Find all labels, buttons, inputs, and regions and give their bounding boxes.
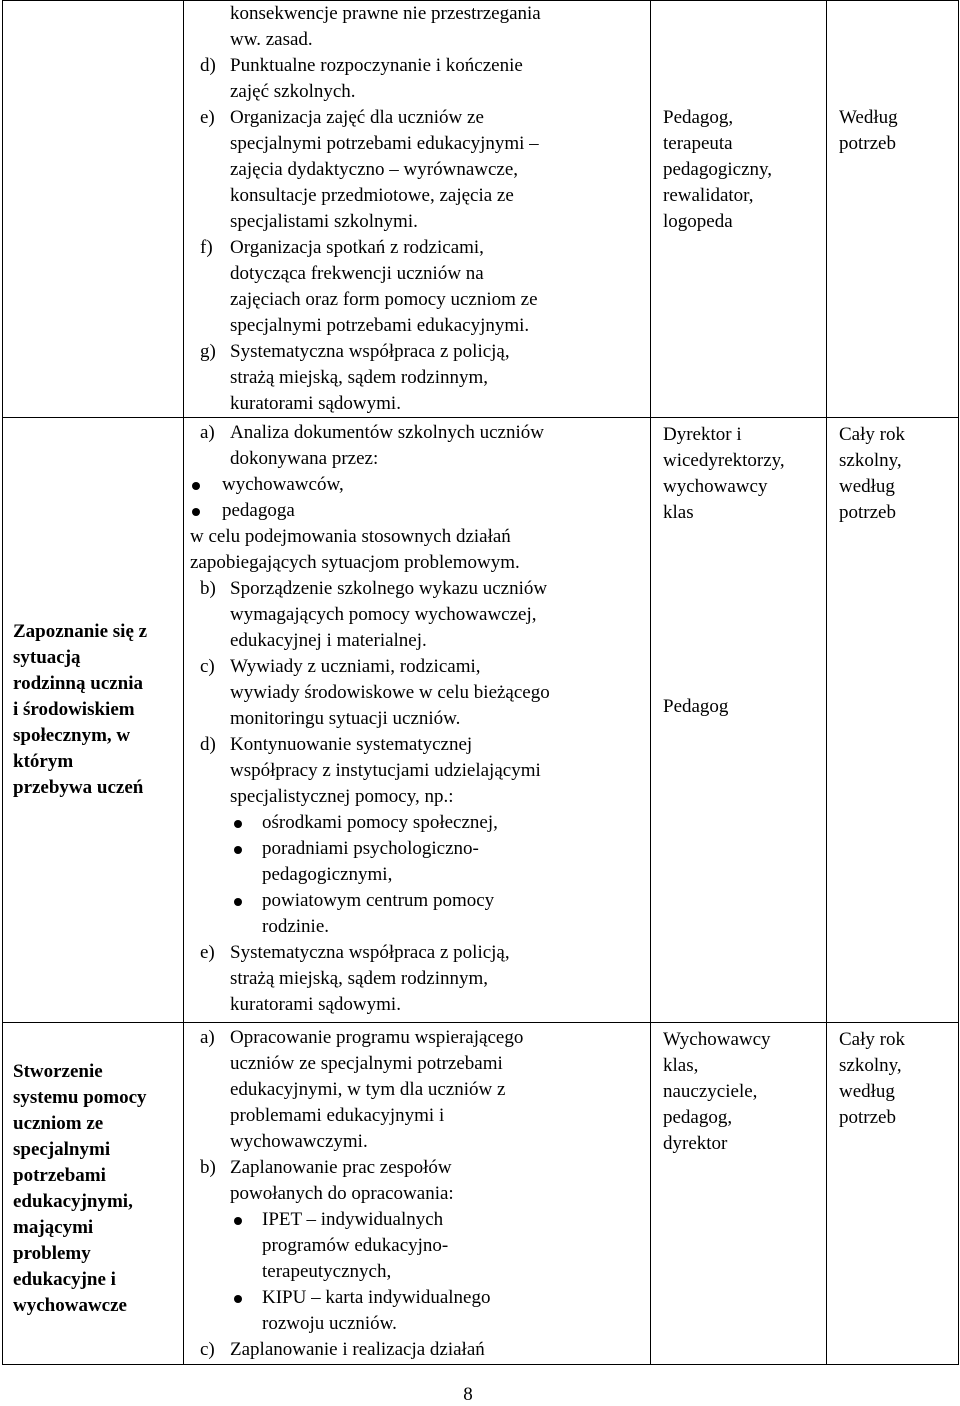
bullet-icon [228,1285,262,1337]
deadline-text: szkolny, [839,1055,902,1076]
list-item: c) Wywiady z uczniami, rodzicami, wywiady środowiskowe w celu bieżącego monitoringu sytuacji uczniów. [198,654,650,732]
deadline-cell [827,418,959,1023]
task-text: problemy [13,1242,91,1264]
table-row [3,418,959,1023]
item-text: Wywiady z uczniami, rodzicami, [230,656,481,677]
bullet-text: IPET – indywidualnych [262,1209,444,1230]
responsible-text: pedagog, [663,1107,733,1128]
responsible-text: pedagogiczny, [663,159,773,180]
page-number: 8 [463,1384,473,1405]
item-text: kuratorami sądowymi. [230,994,401,1015]
task-text: rodzinną ucznia [13,673,144,694]
actions-cell [184,1023,651,1365]
task-cell [3,418,184,1023]
bullet-text: wychowawców, [222,474,344,495]
item-text: zapobiegających sytuacjom problemowym. [190,552,520,573]
item-text: Opracowanie programu wspierającego [230,1027,524,1048]
bullet-item [188,472,650,498]
item-text: Organizacja zajęć dla uczniów ze [230,107,484,128]
bullet-icon [188,498,218,524]
responsible-text: Dyrektor i [663,424,742,445]
item-label: g) [200,341,216,362]
item-text: wychowawczymi. [230,1131,368,1152]
bullet-item [228,1285,650,1337]
item-text: dotycząca frekwencji uczniów na [230,263,484,284]
bullet-item [228,836,650,888]
deadline-text: Cały rok [839,1029,905,1050]
list-item: a) Analiza dokumentów szkolnych uczniów dokonywana przez: [198,420,650,472]
bullet-text: terapeutycznych, [262,1261,392,1282]
bullet-text: pedagoga [222,500,295,521]
item-text: konsekwencje prawne nie przestrzegania [230,3,541,24]
task-text: Zapoznanie się z [13,621,148,642]
task-text: którym [13,751,74,772]
responsible-cell [651,1023,827,1365]
item-text: edukacyjnej i materialnej. [230,630,427,651]
deadline-text: według [839,476,895,497]
table-row [3,1,959,418]
task-cell [3,1,184,418]
bullet-item [228,888,650,940]
bullet-icon [188,472,218,498]
item-text: w celu podejmowania stosownych działań [190,526,511,547]
bullet-item [188,498,650,524]
item-text: specjalnymi potrzebami edukacyjnymi – [230,133,539,154]
item-text: monitoringu sytuacji uczniów. [230,708,461,729]
task-text: potrzebami [13,1164,106,1186]
item-text: współpracy z instytucjami udzielającymi [230,760,541,781]
responsible-text: klas, [663,1055,699,1076]
deadline-text: według [839,1081,895,1102]
item-text: Punktualne rozpoczynanie i kończenie [230,55,523,76]
list-item: a) Opracowanie programu wspierającego uczniów ze specjalnymi potrzebami edukacyjnymi, w tym dla uczniów z problemami edukacyjnymi i wychowawczymi. [198,1025,650,1155]
responsible-text: logopeda [663,211,733,232]
bullet-text: pedagogicznymi, [262,864,393,885]
list-item [198,235,650,339]
bullet-icon [228,1207,262,1285]
item-text: dokonywana przez: [230,448,379,469]
deadline-text: Według [839,107,898,128]
responsible-text: wychowawcy [663,476,768,497]
bullet-icon [228,836,262,888]
responsible-text: nauczyciele, [663,1081,758,1102]
bullet-text: ośrodkami pomocy społecznej, [262,812,498,833]
task-text: sytuacją [13,647,81,668]
deadline-text: potrzeb [839,133,896,154]
deadline-text: szkolny, [839,450,902,471]
item-label: d) [200,55,216,76]
task-text: systemu pomocy [13,1086,147,1108]
task-text: wychowawcze [13,1294,127,1316]
task-text: Stworzenie [13,1060,103,1082]
item-text: zajęć szkolnych. [230,81,356,102]
deadline-text: Cały rok [839,424,905,445]
list-item: b) Sporządzenie szkolnego wykazu uczniów wymagających pomocy wychowawczej, edukacyjnej i materialnej. [198,576,650,654]
item-text: strażą miejską, sądem rodzinnym, [230,968,489,989]
item-text: Analiza dokumentów szkolnych uczniów [230,422,544,443]
responsible-text: Wychowawcy [663,1029,771,1050]
bullet-text: powiatowym centrum pomocy [262,890,495,911]
deadline-text: potrzeb [839,502,896,523]
item-text: wywiady środowiskowe w celu bieżącego [230,682,550,703]
item-text: Zaplanowanie i realizacja działań [230,1339,485,1360]
item-text: edukacyjnymi, w tym dla uczniów z [230,1079,506,1100]
bullet-item [228,810,650,836]
bullet-text: rozwoju uczniów. [262,1313,397,1334]
item-text: ww. zasad. [230,29,313,50]
responsible-text: Pedagog [663,696,729,717]
actions-cell [184,418,651,1023]
item-text: Zaplanowanie prac zespołów [230,1157,452,1178]
item-text: strażą miejską, sądem rodzinnym, [230,367,489,388]
item-text: powołanych do opracowania: [230,1183,454,1204]
item-text: wymagających pomocy wychowawczej, [230,604,537,625]
table-row [3,1023,959,1365]
task-text: przebywa uczeń [13,777,144,798]
list-item [198,1,650,53]
list-item [198,105,650,235]
deadline-cell [827,1023,959,1365]
responsible-text: terapeuta [663,133,733,154]
list-item: d) Kontynuowanie systematycznej współpracy z instytucjami udzielającymi specjalistycznej pomocy, np.: [198,732,650,810]
responsible-cell [651,1,827,418]
responsible-text: rewalidator, [663,185,754,206]
item-label: e) [200,107,215,128]
list-item [198,339,650,417]
task-text: społecznym, w [13,725,131,746]
bullet-text: programów edukacyjno- [262,1235,449,1256]
responsible-text: wicedyrektorzy, [663,450,785,471]
plan-table [2,0,959,1365]
list-item: b) Zaplanowanie prac zespołów powołanych do opracowania: [198,1155,650,1207]
responsible-text: dyrektor [663,1133,728,1154]
item-text: kuratorami sądowymi. [230,393,401,414]
item-text: zajęcia dydaktyczno – wyrównawcze, [230,159,519,180]
task-text: edukacyjne i [13,1268,116,1290]
item-label: f) [200,237,213,258]
item-text: Systematyczna współpraca z policją, [230,942,510,963]
item-text: specjalnymi potrzebami edukacyjnymi. [230,315,530,336]
task-text: specjalnymi [13,1138,111,1160]
task-text: i środowiskiem [13,699,135,720]
list-item [198,53,650,105]
task-text: uczniom ze [13,1112,104,1134]
bullet-item [228,1207,650,1285]
task-text: edukacyjnymi, [13,1190,133,1212]
bullet-icon [228,888,262,940]
responsible-text: klas [663,502,694,523]
list-item: e) Systematyczna współpraca z policją, strażą miejską, sądem rodzinnym, kuratorami sądowymi. [198,940,650,1018]
item-text: Sporządzenie szkolnego wykazu uczniów [230,578,548,599]
item-text: Organizacja spotkań z rodzicami, [230,237,484,258]
task-cell [3,1023,184,1365]
responsible-cell [651,418,827,1023]
bullet-text: poradniami psychologiczno- [262,838,479,859]
deadline-cell [827,1,959,418]
item-text: Systematyczna współpraca z policją, [230,341,510,362]
list-item: c) Zaplanowanie i realizacja działań [198,1337,650,1363]
item-text: specjalistycznej pomocy, np.: [230,786,454,807]
deadline-text: potrzeb [839,1107,896,1128]
task-text: mającymi [13,1216,94,1238]
bullet-text: rodzinie. [262,916,330,937]
item-text: konsultacje przedmiotowe, zajęcia ze [230,185,514,206]
item-text: uczniów ze specjalnymi potrzebami [230,1053,503,1074]
item-text: zajęciach oraz form pomocy uczniom ze [230,289,538,310]
responsible-text: Pedagog, [663,107,734,128]
item-text: problemami edukacyjnymi i [230,1105,445,1126]
item-text: specjalistami szkolnymi. [230,211,418,232]
actions-cell [184,1,651,418]
bullet-icon [228,810,262,836]
item-label [198,1,230,53]
item-text: Kontynuowanie systematycznej [230,734,473,755]
bullet-text: KIPU – karta indywidualnego [262,1287,491,1308]
